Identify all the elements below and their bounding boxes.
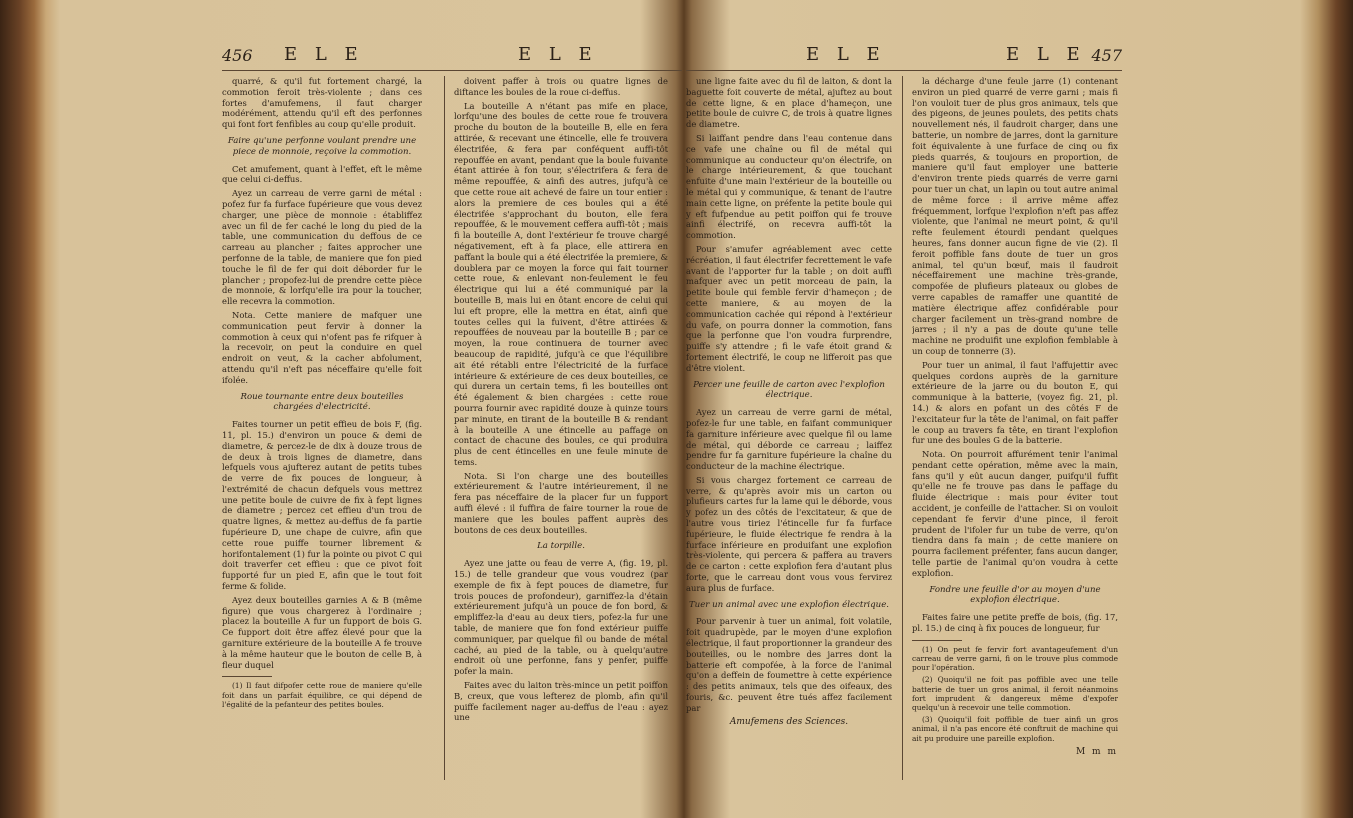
paragraph: La bouteille A n'étant pas mife en place, lorfqu'une des boules de cette roue fe trouvera proche du bouton de la bouteille B, elle en fera attirée, & recevant une étincelle, elle fe trouvera électrifée, & fera par conféquent auffi-tôt repouffée en avant, pendant que la boule fuivante étant attirée à fon tour, s'électrifera & fera de même repouffée, & ainfi des autres, jufqu'à ce que cette roue ait achevé de faire un tour entier : alors la premiere de ces boules qui a été électrifée s'approchant du bouton, elle fera repouffée, & le mouvement ceffera auffi-tôt ; mais fi la bouteille A, dont l'extérieur fe trouve chargé négativement, eft à fa place, elle attirera en paffant la boule qui a été électrifée la premiere, & doublera par ce moyen la force qui fait tourner cette roue, & enlevant non-feulement le feu électrique qui lui a été communiqué par la bouteille B, mais lui en ôtant encore de celui qui lui eft propre, elle la mettra en état, ainfi que toutes celles qui la fuivent, d'être attirées & repouffées de nouveau par la bouteille B ; par ce moyen, la roue continuera de tourner avec beaucoup de rapidité, jufqu'à ce que l'équilibre ait été rétabli entre l'électricité de la furface intérieure & extérieure de ces deux bouteilles, ce qui durera un certain tems, fi les bouteilles ont été également & bien chargées : cette roue pourra fournir avec rapidité douze à quinze tours par minute, en tirant de la bouteille B & rendant à la bouteille A une étincelle au paffage on contact de chacune des boules, ce qui produira plus de cent étincelles en une feule minute de tems.	[454, 100, 668, 467]
footnote: (1) On peut fe fervir fort avantageufement d'un carreau de verre garni, fi on le trouve plus commode pour l'opération.	[912, 644, 1118, 673]
page-number: 457	[1091, 46, 1122, 65]
right-page-column-2	[912, 76, 1118, 780]
running-head: E L E	[518, 44, 598, 65]
paragraph: Nota. On pourroit affurément tenir l'animal pendant cette opération, même avec la main, fans qu'il y eût aucun danger, puifqu'il fuffit qu'elle ne fe trouve pas dans le paffage du fluide électrique : mais pour éviter tout accident, je confeille de l'attacher. Si on vouloit cependant fe fervir d'une pince, il feroit prudent de l'ifoler fur un tube de verre, qu'on tiendra dans fa main ; de cette maniere on pourra facilement préfenter, fans aucun danger, telle partie de l'animal qu'on voudra à cette explofion.	[912, 449, 1118, 578]
paragraph: quarré, & qu'il fut fortement chargé, la commotion feroit très-violente ; dans ces fortes d'amufemens, il faut charger modérément, attendu qu'il eft des perfonnes qui font fort fenfibles au coup qu'elle produit.	[222, 76, 422, 130]
paragraph: Nota. Si l'on charge une des bouteilles extérieurement & l'autre intérieurement, il ne fera pas néceffaire de la placer fur un fupport auffi élevé : il fuffira de faire tourner la roue de maniere que les boules paffent auprès des boutons de ces deux bouteilles.	[454, 470, 668, 535]
section-heading: Roue tournante entre deux bouteilles chargées d'electricité.	[240, 391, 404, 413]
paragraph: Ayez un carreau de verre garni de métal, pofez-le fur une table, en faifant communiquer fa garniture inférieure avec quelque fil ou lame de métal, qui déborde ce carreau ; laiffez pendre fur fa garniture fupérieure la chaîne du conducteur de la machine électrique.	[686, 407, 892, 472]
paragraph: la décharge d'une feule jarre (1) contenant environ un pied quarré de verre garni ; mais fi l'on vouloit tuer de plus gros animaux, tels que des pigeons, de jeunes poulets, des petits chats nouvellement nés, il faudroit charger, dans une batterie, un nombre de jarres, dont la garniture foit équivalente à une furface de cinq ou fix pieds quarrés, & toujours en proportion, de maniere qu'il faut employer une batterie d'environ trente pieds quarrés de verre garni pour tuer un chat, un lapin ou tout autre animal de même force : il arrive même affez fréquemment, lorfque l'explofion n'eft pas affez violente, que l'animal ne meurt point, & qu'il refte feulement étourdi pendant quelques heures, fans donner aucun figne de vie (2). Il feroit poffible fans doute de tuer un gros animal, tel qu'un bœuf, mais il faudroit néceffairement une machine très-grande, compofée de plufieurs plateaux ou globes de verre capables de ramaffer une quantité de matière électrique affez confidérable pour charger facilement un très-grand nombre de jarres ; il n'y a pas de doute qu'une telle machine ne produifit une explofion femblable à un coup de tonnerre (3).	[912, 76, 1118, 356]
footnote: (3) Quoiqu'il foit poffible de tuer ainfi un gros animal, il n'a pas encore été conftruit de machine qui ait pu produire une pareille explofion.	[912, 715, 1118, 743]
right-page-column-1	[686, 76, 892, 780]
paragraph: Ayez un carreau de verre garni de métal : pofez fur fa furface fupérieure que vous devez charger, une pièce de monnoie : établiffez avec un fil de fer caché le long du pied de la table, une communication du deffous de ce carreau au plancher ; faites approcher une perfonne de la table, de maniere que fon pied touche le fil de fer qui doit déborder fur le plancher ; propofez-lui de prendre cette pièce de monnoie, & lorfqu'elle ira pour la toucher, elle recevra la commotion.	[222, 188, 422, 307]
paragraph: Pour parvenir à tuer un animal, foit volatile, foit quadrupède, par le moyen d'une explofion électrique, il faut proportionner la grandeur des bouteilles, ou le nombre des jarres dont la batterie eft compofée, à la force de l'animal qu'on a deffein de foumettre à cette expérience : des petits animaux, tels que des oifeaux, des fouris, &c. peuvent être tués affez facilement par	[686, 616, 892, 713]
paragraph: Ayez deux bouteilles garnies A & B (même figure) que vous chargerez à l'ordinaire ; placez la bouteille A fur un fupport de bois G. Ce fupport doit être affez élevé pour que la garniture extérieure de la bouteille A fe trouve à la même hauteur que le bouton de celle B, à fleur duquel	[222, 594, 422, 670]
paragraph: Si vous chargez fortement ce carreau de verre, & qu'après avoir mis un carton ou plufieurs cartes fur la lame qui le déborde, vous y pofez un des côtés de l'excitateur, & que de l'autre vous tiriez l'étincelle fur fa furface fupérieure, le fluide électrique fe rendra à la furface inférieure en produifant une explofion très-violente, qui percera & paffera au travers de ce carton : cette explofion fera d'autant plus forte, que le carreau dont vous vous fervirez aura plus de furface.	[686, 474, 892, 593]
footnote: (1) Il faut difpofer cette roue de maniere qu'elle foit dans un parfait équilibre, ce qui dépend de l'égalité de la pefanteur des petites boules.	[222, 681, 422, 709]
column-rule	[444, 76, 445, 780]
signature-mark: M m m	[1075, 746, 1118, 757]
paragraph: Si laiffant pendre dans l'eau contenue dans ce vafe une chaîne ou fil de métal qui communique au conducteur qu'on électrife, on le charge intérieurement, & que touchant enfuite d'une main l'extérieur de la bouteille ou le métal qui y communique, & tenant de l'autre main cette ligne, on préfente la petite boule qui y eft fufpendue au petit poiffon qui fe trouve ainfi électrifé, on recevra auffi-tôt la commotion.	[686, 132, 892, 241]
paragraph: Faites avec du laiton très-mince un petit poiffon B, creux, que vous lefterez de plomb, afin qu'il puiffe facilement nager au-deffus de l'eau : ayez une	[454, 680, 668, 723]
section-heading: La torpille.	[537, 541, 585, 552]
left-page-header	[222, 40, 682, 71]
left-page	[222, 40, 682, 780]
paragraph: doivent paffer à trois ou quatre lignes de diftance les boules de la roue ci-deffus.	[454, 76, 668, 97]
section-heading: Faire qu'une perfonne voulant prendre une piece de monnoie, reçoive la commotion.	[227, 135, 417, 157]
paragraph: Ayez une jatte ou feau de verre A, (fig. 19, pl. 15.) de telle grandeur que vous voudrez (par exemple de fix à fept pouces de diametre, fur trois pouces de profondeur), garniffez-la d'étain extérieurement jufqu'à un pouce de fon bord, & empliffez-la d'eau au deux tiers, pofez-la fur une table, de maniere que fon fond extérieur puiffe communiquer, par quelque fil ou bande de métal caché, au pied de la table, ou à quelqu'autre endroit où une perfonne, fans y penfer, puiffe pofer la main.	[454, 558, 668, 677]
section-heading: Tuer un animal avec une explofion électrique.	[688, 599, 890, 610]
page-number: 456	[222, 46, 253, 65]
section-heading: Percer une feuille de carton avec l'explofion électrique.	[693, 379, 885, 401]
paragraph: Faites faire une petite preffe de bois, (fig. 17, pl. 15.) de cinq à fix pouces de longueur, fur	[912, 612, 1118, 634]
left-page-column-2	[454, 76, 668, 780]
running-head: E L E	[284, 44, 364, 65]
paragraph: Nota. Cette maniere de mafquer une communication peut fervir à donner la commotion à ceux qui n'ofent pas fe rifquer à la recevoir, on peut la conduire en quel endroit on veut, & la cacher abfolument, attendu qu'il n'eft pas néceffaire qu'elle foit ifolée.	[222, 309, 422, 385]
left-page-column-1	[222, 76, 422, 780]
paragraph: Pour tuer un animal, il faut l'affujettir avec quelques cordons auprès de la garniture extérieure de la jarre ou du bouton E, qui communique à la batterie, (voyez fig. 21, pl. 14.) & alors en pofant un des côtés F de l'excitateur fur la tête de l'animal, on fait paffer le coup au travers fa tête, en tirant l'explofion fur une des boules G de la batterie.	[912, 359, 1118, 446]
running-head: E L E	[1006, 44, 1086, 65]
running-footer: Amufemens des Sciences.	[729, 716, 849, 727]
footnote-rule	[222, 676, 272, 677]
footnote-rule	[912, 640, 962, 641]
paragraph: Cet amufement, quant à l'effet, eft le même que celui ci-deffus.	[222, 163, 422, 185]
column-rule	[902, 76, 903, 780]
footnote: (2) Quoiqu'il ne foit pas poffible avec une telle batterie de tuer un gros animal, il feroit néanmoins fort imprudent & dangereux même d'expofer quelqu'un à recevoir une telle commotion.	[912, 675, 1118, 713]
running-head: E L E	[806, 44, 886, 65]
right-page	[686, 40, 1122, 780]
paragraph: une ligne faite avec du fil de laiton, & dont la baguette foit couverte de métal, ajuftez au bout de cette ligne, & en place d'hameçon, une petite boule de cuivre C, de trois à quatre lignes de diametre.	[686, 76, 892, 130]
right-page-header	[686, 40, 1122, 71]
paragraph: Pour s'amufer agréablement avec cette récréation, il faut électrifer fecrettement le vafe avant de l'apporter fur la table ; on doit auffi mafquer avec un petit morceau de pain, la petite boule qui femble fervir d'hameçon ; de cette maniere, & au moyen de la communication cachée qui répond à l'extérieur du vafe, on pourra donner la commotion, fans que la perfonne que l'on voudra furprendre, puiffe s'y attendre ; fi le vafe étoit grand & fortement électrifé, le coup ne lifferoit pas que d'être violent.	[686, 243, 892, 373]
paragraph: Faites tourner un petit effieu de bois F, (fig. 11, pl. 15.) d'environ un pouce & demi de diametre, & percez-le de dix à douze trous de de deux à trois lignes de diametre, dans lefquels vous ajufterez autant de petits tubes de verre de fix pouces de longueur, à l'extrémité de chacun defquels vous mettrez une petite boule de cuivre de fix à fept lignes de diametre ; percez cet effieu d'un trou de quatre lignes, & mettez au-deffus de fa partie fupérieure D, une chape de cuivre, afin que cette roue puiffe tourner librement & horifontalement (1) fur la pointe ou pivot C qui doit traverfer cet effieu : que ce pivot foit fupporté fur un pied E, afin que le tout foit ferme & folide.	[222, 419, 422, 592]
section-heading: Fondre une feuille d'or au moyen d'une explofion électrique.	[929, 584, 1101, 606]
